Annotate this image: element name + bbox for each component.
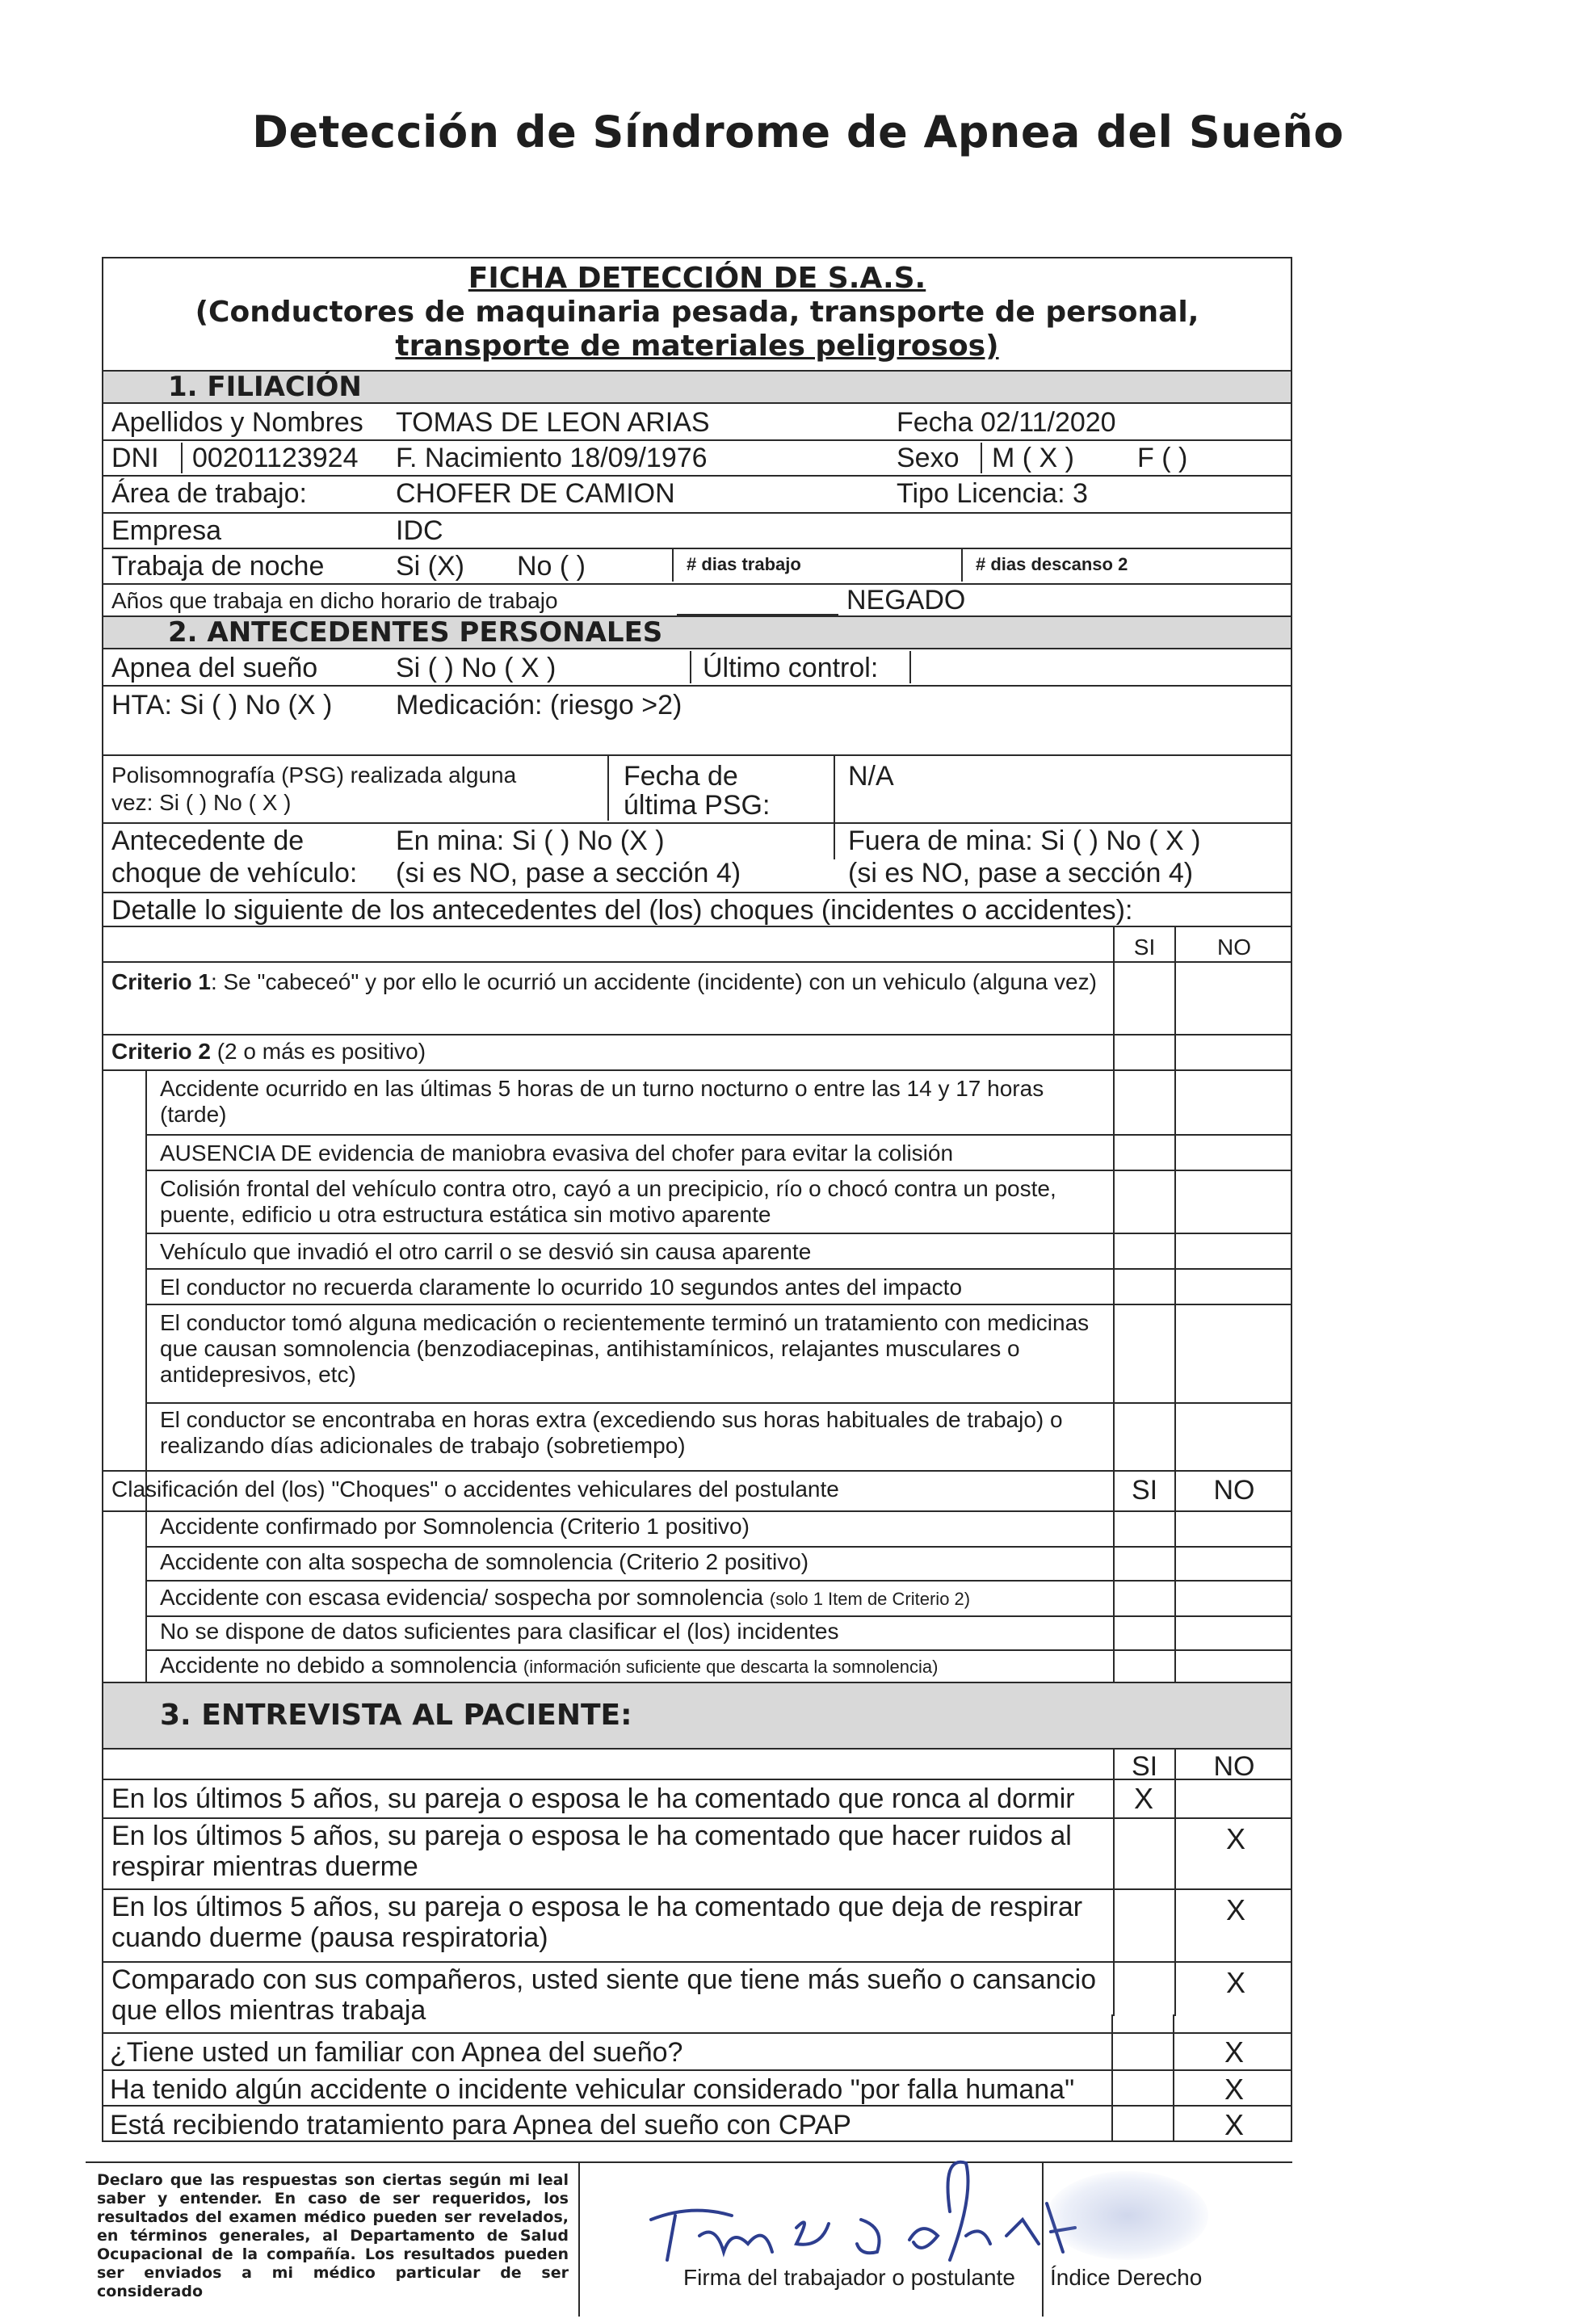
sexo-label: Sexo <box>897 443 960 473</box>
row-divider <box>102 2105 1292 2107</box>
criterio-si-header: SI <box>1133 935 1156 960</box>
noche-si[interactable]: Si (X) <box>396 551 464 582</box>
clasif-item: No se dispone de datos suficientes para clasificar el (los) incidentes <box>160 1619 839 1644</box>
clasif-item: Accidente confirmado por Somnolencia (Criterio 1 positivo) <box>160 1514 750 1539</box>
ficha-header <box>103 262 1291 363</box>
mina-line-1[interactable]: En mina: Si ( ) No (X ) <box>396 825 665 856</box>
clasificacion-title: Clasificación del (los) "Choques" o accidentes vehiculares del postulante <box>111 1477 839 1502</box>
criterio-2-item: Vehículo que invadió el otro carril o se desvió sin causa aparente <box>160 1239 812 1264</box>
apellidos-label: Apellidos y Nombres <box>111 407 363 438</box>
clasif-note: (información suficiente que descarta la somnolencia) <box>523 1657 939 1677</box>
dni-value[interactable]: 00201123924 <box>192 443 359 473</box>
clasificacion-no-header: NO <box>1213 1475 1255 1506</box>
psg-line-1: Polisomnografía (PSG) realizada alguna <box>111 762 517 788</box>
criterio-1 <box>103 968 1105 997</box>
row-divider <box>145 1268 1291 1270</box>
empresa-label: Empresa <box>111 515 222 546</box>
indice-label: Índice Derecho <box>1050 2265 1203 2290</box>
ficha-heading: FICHA DETECCIÓN DE S.A.S. <box>468 262 926 295</box>
q-si-mark[interactable]: X <box>1133 1782 1153 1815</box>
criterio-2-item: Accidente ocurrido en las últimas 5 horas de un turno nocturno o entre las 14 y 17 horas (tarde) <box>160 1076 1044 1127</box>
no-col-line <box>1174 927 1176 1510</box>
criterio-1-bold: Criterio 1 <box>111 969 211 994</box>
ficha-subheading-2: transporte de materiales peligrosos) <box>395 330 999 363</box>
area-label: Área de trabajo: <box>111 478 307 509</box>
row-divider <box>103 1034 1291 1035</box>
empresa-value[interactable]: IDC <box>396 515 443 546</box>
question: Está recibiendo tratamiento para Apnea del sueño con CPAP <box>110 2110 851 2140</box>
question: ¿Tiene usted un familiar con Apnea del sueño? <box>110 2037 683 2068</box>
fecha-psg-2: última PSG: <box>624 790 771 821</box>
criterio-2-item: AUSENCIA DE evidencia de maniobra evasiva del chofer para evitar la colisión <box>160 1140 954 1166</box>
ficha-subheading-1: (Conductores de maquinaria pesada, transporte de personal, <box>195 296 1199 329</box>
clasif-indent <box>145 1510 147 1682</box>
criterio-2-bold: Criterio 2 <box>111 1039 211 1064</box>
section-2-title: 2. ANTECEDENTES PERSONALES <box>168 616 663 649</box>
sexo-divider <box>981 443 982 473</box>
dias-divider <box>961 549 963 582</box>
row-divider <box>102 2032 1292 2034</box>
footer-divider <box>1042 2163 1044 2317</box>
fecha-psg-value[interactable]: N/A <box>848 761 894 792</box>
dni-divider <box>181 443 183 473</box>
clasificacion-si-header: SI <box>1131 1475 1158 1506</box>
row-divider <box>145 1170 1291 1171</box>
row-divider <box>103 1069 1291 1071</box>
apnea-label: Apnea del sueño <box>111 653 318 683</box>
psg-divider-2 <box>834 756 835 859</box>
criterio-2 <box>103 1037 1105 1066</box>
question: Comparado con sus compañeros, usted siente que tiene más sueño o cansancio que ellos mientras trabaja <box>111 1964 1097 2026</box>
psg-line-2[interactable]: vez: Si ( ) No ( X ) <box>111 790 292 815</box>
clasif-note: (solo 1 Item de Criterio 2) <box>769 1589 971 1609</box>
ficha-form <box>102 257 1292 2142</box>
mina-line-2: (si es NO, pase a sección 4) <box>396 858 741 888</box>
q-no-mark[interactable]: X <box>1224 2108 1244 2141</box>
nacimiento-value[interactable]: F. Nacimiento 18/09/1976 <box>396 443 708 473</box>
choque-line-2: choque de vehículo: <box>111 858 358 888</box>
row-divider <box>103 583 1291 585</box>
footer <box>86 2161 1292 2317</box>
fecha-psg-1: Fecha de <box>624 761 738 792</box>
clasif-item: Accidente no debido a somnolencia <box>160 1653 518 1678</box>
q-no-mark[interactable]: X <box>1224 2073 1244 2106</box>
clasif-item-no-debido <box>152 1651 1113 1680</box>
apellidos-value[interactable]: TOMAS DE LEON ARIAS <box>396 407 710 438</box>
s3-si-header: SI <box>1131 1751 1158 1782</box>
firma-label: Firma del trabajador o postulante <box>683 2265 1015 2290</box>
si-col-line <box>1113 927 1115 1510</box>
section-1-title: 1. FILIACIÓN <box>168 371 362 403</box>
control-divider <box>909 651 911 683</box>
row-divider <box>145 1233 1291 1234</box>
s3-no-line-lower <box>1173 2014 1174 2142</box>
criterio-2-item: El conductor se encontraba en horas extra (excediendo sus horas habituales de trabajo) o realizando días adicionales de trabajo (sobretiempo) <box>160 1407 1063 1458</box>
q-no-mark[interactable]: X <box>1225 1966 1245 1999</box>
sexo-m[interactable]: M ( X ) <box>992 443 1074 473</box>
s3-si-line-lower <box>1111 2014 1113 2142</box>
question: En los últimos 5 años, su pareja o esposa le ha comentado que ronca al dormir <box>111 1783 1075 1814</box>
sexo-f[interactable]: F ( ) <box>1137 443 1188 473</box>
q-no-mark[interactable]: X <box>1225 1822 1245 1855</box>
declaration: Declaro que las respuestas son ciertas según mi leal saber y entender. En caso de ser requeridos, los resultados del examen médico pueden ser revelados, en términos generales, al Departamento de Salud Ocupacional de la compañía. Los resultados pueden ser enviados a mi médico particular de ser considerado <box>97 2171 569 2300</box>
apnea-value[interactable]: Si ( ) No ( X ) <box>396 653 556 683</box>
noche-divider <box>672 549 674 582</box>
row-divider <box>103 961 1291 963</box>
question: En los últimos 5 años, su pareja o esposa le ha comentado que hacer ruidos al respirar mientras duerme <box>111 1821 1072 1882</box>
row-divider <box>102 2069 1292 2071</box>
fingerprint-image <box>1047 2171 1208 2260</box>
page-title: Detección de Síndrome de Apnea del Sueño <box>252 107 1344 158</box>
signature-image <box>643 2147 1095 2276</box>
row-divider <box>103 1470 1291 1472</box>
fecha-value[interactable]: Fecha 02/11/2020 <box>897 407 1116 438</box>
criterio-2-text: (2 o más es positivo) <box>210 1039 426 1064</box>
criterio-1-text: : Se "cabeceó" y por ello le ocurrió un accidente (incidente) con un vehiculo (alguna vez) <box>210 969 1097 994</box>
criterio-2-item: El conductor no recuerda claramente lo ocurrido 10 segundos antes del impacto <box>160 1275 963 1300</box>
clasif-si-line <box>1113 1510 1115 1682</box>
criterio-no-header: NO <box>1217 935 1251 960</box>
noche-no[interactable]: No ( ) <box>517 551 586 582</box>
apnea-divider <box>690 651 691 683</box>
row-divider <box>103 685 1291 687</box>
dias-trabajo[interactable]: # dias trabajo <box>687 554 801 574</box>
section-3-band <box>103 1682 1291 1750</box>
fuera-line-2: (si es NO, pase a sección 4) <box>848 858 1194 888</box>
row-divider <box>145 1580 1291 1582</box>
section-2-band <box>103 615 1291 649</box>
q-no-mark[interactable]: X <box>1225 1893 1245 1926</box>
criterio-2-item: El conductor tomó alguna medicación o recientemente terminó un tratamiento con medicinas que causan somnolencia (benzodiacepinas, antihistamínicos, relajantes musculares o antidepresivos, etc) <box>160 1310 1090 1387</box>
row-divider <box>145 1402 1291 1404</box>
q-no-mark[interactable]: X <box>1224 2035 1244 2069</box>
row-divider <box>145 1304 1291 1305</box>
row-divider <box>103 754 1291 756</box>
anios-label: Años que trabaja en dicho horario de trabajo <box>111 588 558 613</box>
ultimo-control[interactable]: Último control: <box>703 653 879 683</box>
clasif-item: Accidente con alta sospecha de somnolencia (Criterio 2 positivo) <box>160 1549 809 1574</box>
s3-no-header: NO <box>1213 1751 1255 1782</box>
question: Ha tenido algún accidente o incidente vehicular considerado "por falla humana" <box>110 2074 1075 2105</box>
detalle-text: Detalle lo siguiente de los antecedentes del (los) choques (incidentes o accidentes): <box>111 895 1133 926</box>
area-value[interactable]: CHOFER DE CAMION <box>396 478 675 509</box>
dni-label: DNI <box>111 443 159 473</box>
fuera-line-1[interactable]: Fuera de mina: Si ( ) No ( X ) <box>848 825 1201 856</box>
medicacion[interactable]: Medicación: (riesgo >2) <box>396 690 682 720</box>
section-3-title: 3. ENTREVISTA AL PACIENTE: <box>160 1699 632 1732</box>
licencia-value[interactable]: Tipo Licencia: 3 <box>897 478 1088 509</box>
row-divider <box>145 1134 1291 1136</box>
question: En los últimos 5 años, su pareja o esposa le ha comentado que deja de respirar cuando duerme (pausa respiratoria) <box>111 1892 1083 1953</box>
choque-line-1: Antecedente de <box>111 825 304 856</box>
psg-divider <box>607 756 609 821</box>
criterio-2-item: Colisión frontal del vehículo contra otro, cayó a un precipicio, río o chocó contra un poste, puente, edificio u otra estructura estática sin motivo aparente <box>160 1176 1056 1227</box>
hta-value[interactable]: HTA: Si ( ) No (X ) <box>111 690 333 720</box>
anios-value[interactable]: NEGADO <box>846 585 966 615</box>
clasif-no-line <box>1174 1510 1176 1682</box>
clasif-item: Accidente con escasa evidencia/ sospecha por somnolencia <box>160 1585 764 1610</box>
section-1-band <box>103 370 1291 404</box>
dias-descanso[interactable]: # dias descanso 2 <box>976 554 1128 574</box>
clasif-item-escasa <box>152 1583 1113 1612</box>
noche-label: Trabaja de noche <box>111 551 325 582</box>
footer-divider <box>578 2163 580 2317</box>
